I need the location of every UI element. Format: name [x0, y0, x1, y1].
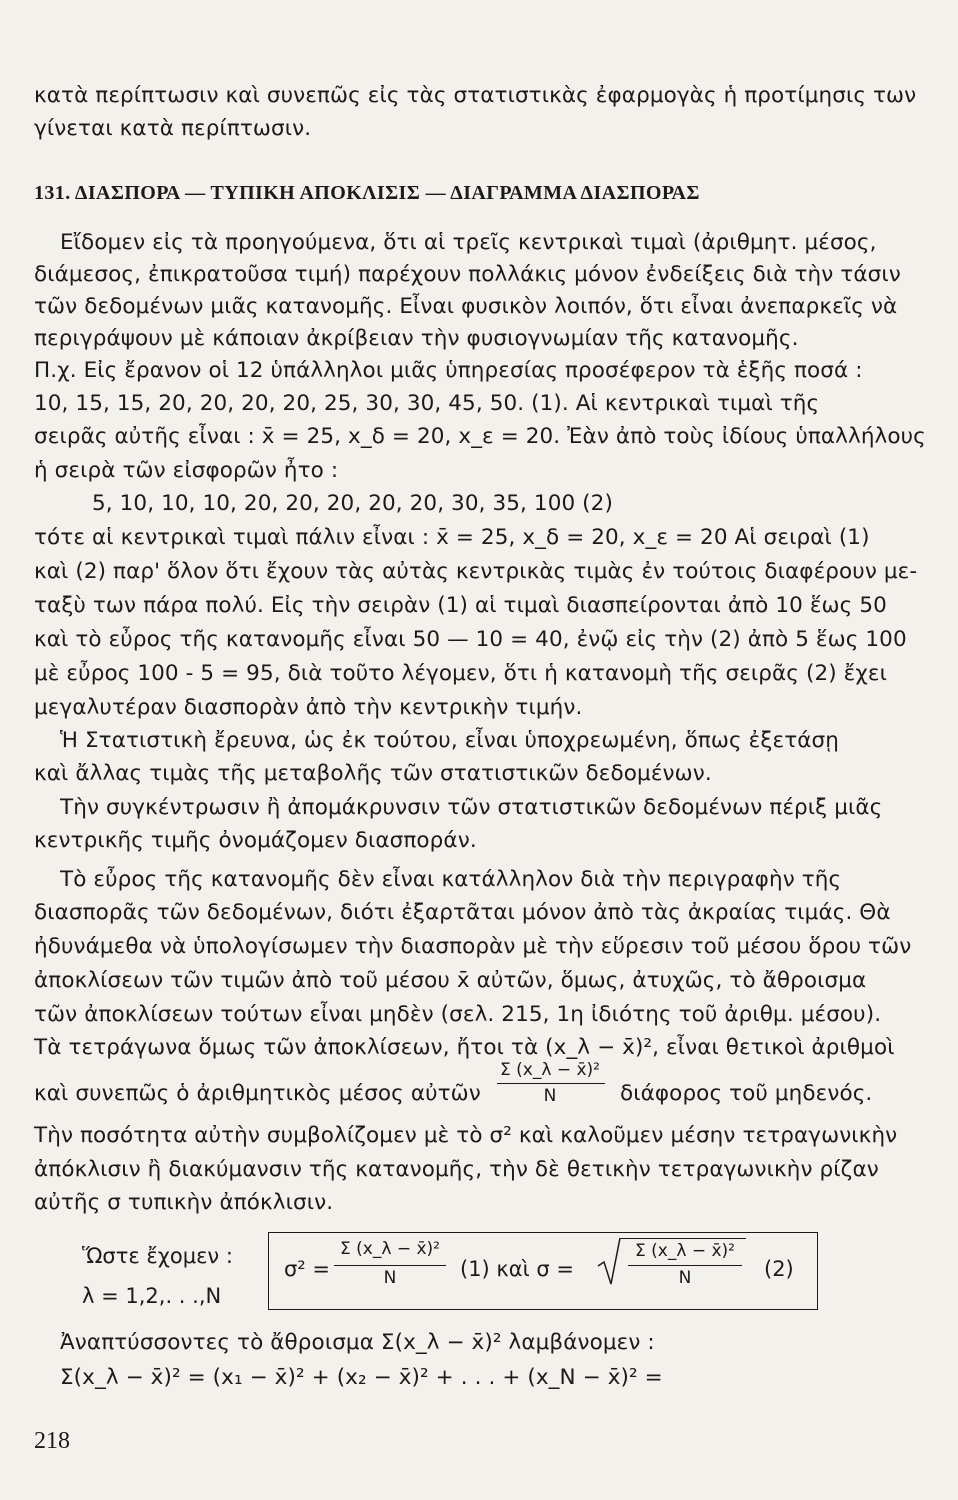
formula-left-label: Ὥστε ἔχομεν : — [82, 1244, 233, 1268]
text-line: καὶ συνεπῶς ὁ ἀριθμητικὸς μέσος αὐτῶν — [34, 1081, 481, 1106]
text-line: διασπορᾶς τῶν δεδομένων, διότι ἐξαρτᾶται μόνον ἀπὸ τὰς ἀκραίας τιμάς. Θὰ — [34, 900, 891, 925]
text-line: ἀπόκλισιν ἢ διακύμανσιν τῆς κατανομῆς, τὴν δὲ θετικὴν τετραγωνικὴν ρίζαν — [34, 1157, 879, 1182]
text-line: τῶν δεδομένων μιᾶς κατανομῆς. Εἶναι φυσικὸν λοιπόν, ὅτι εἶναι ἀνεπαρκεῖς νὰ — [34, 294, 898, 319]
text-line: διάμεσος, ἐπικρατοῦσα τιμή) παρέχουν πολλάκις μόνον ἐνδείξεις διὰ τὴν τάσιν — [34, 262, 901, 287]
text-line: Ἡ Στατιστικὴ ἔρευνα, ὡς ἐκ τούτου, εἶναι ὑποχρεωμένη, ὅπως ἐξετάσῃ — [60, 728, 839, 753]
text-line: καὶ (2) παρ' ὅλον ὅτι ἔχουν τὰς αὐτὰς κεντρικὰς τιμὰς ἐν τούτοις διαφέρουν με- — [34, 559, 918, 584]
text-line: κατὰ περίπτωσιν καὶ συνεπῶς εἰς τὰς στατιστικὰς ἐφαρμογὰς ἡ προτίμησις των — [34, 83, 917, 108]
formula-sigma2: σ² = — [284, 1257, 330, 1281]
text-line: τῶν ἀποκλίσεων τούτων εἶναι μηδὲν (σελ. 215, 1η ἰδιότης τοῦ ἀριθμ. μέσου). — [34, 1002, 882, 1027]
square-root-icon — [596, 1236, 622, 1288]
text-line: μεγαλυτέραν διασπορὰν ἀπὸ τὴν κεντρικὴν τιμήν. — [34, 695, 583, 720]
formula-eq2: (2) — [764, 1257, 794, 1281]
text-line: Ἀναπτύσσοντες τὸ ἄθροισμα Σ(x_λ − x̄)² λαμβάνομεν : — [60, 1330, 655, 1355]
text-line: σειρᾶς αὐτῆς εἶναι : x̄ = 25, x_δ = 20, x_ε = 20. Ἐὰν ἀπὸ τοὺς ἰδίους ὑπαλλήλους — [34, 424, 926, 449]
text-line: καὶ τὸ εὖρος τῆς κατανομῆς εἶναι 50 — 10 = 40, ἐνῷ εἰς τὴν (2) ἀπὸ 5 ἕως 100 — [34, 627, 907, 652]
sqrt-fraction-bar — [628, 1265, 742, 1266]
sqrt-numerator: Σ (x_λ − x̄)² — [635, 1241, 735, 1261]
text-line: περιγράψουν μὲ κάποιαν ἀκρίβειαν τὴν φυσιογνωμίαν τῆς κατανομῆς. — [34, 326, 799, 351]
text-line: μὲ εὖρος 100 - 5 = 95, διὰ τοῦτο λέγομεν, ὅτι ἡ κατανομὴ τῆς σειρᾶς (2) ἔχει — [34, 661, 887, 686]
formula-index-range: λ = 1,2,. . .,N — [82, 1284, 222, 1308]
formula-numerator: Σ (x_λ − x̄)² — [340, 1239, 440, 1259]
inline-fraction-bar — [497, 1083, 605, 1084]
text-line: Εἴδομεν εἰς τὰ προηγούμενα, ὅτι αἱ τρεῖς κεντρικαὶ τιμαὶ (ἀριθμητ. μέσος, — [60, 230, 877, 255]
text-line: αὐτῆς σ τυπικὴν ἀπόκλισιν. — [34, 1190, 334, 1215]
text-line: Τὴν συγκέντρωσιν ἢ ἀπομάκρυνσιν τῶν στατιστικῶν δεδομένων πέριξ μιᾶς — [60, 795, 883, 820]
text-line: Τὴν ποσότητα αὐτὴν συμβολίζομεν μὲ τὸ σ² καὶ καλοῦμεν μέσην τετραγωνικὴν — [34, 1123, 898, 1148]
text-line: ἡ σειρὰ τῶν εἰσφορῶν ἦτο : — [34, 458, 339, 483]
text-line: Π.χ. Εἰς ἔρανον οἱ 12 ὑπάλληλοι μιᾶς ὑπηρεσίας προσέφερον τὰ ἑξῆς ποσά : — [34, 358, 863, 383]
inline-fraction-numerator: Σ (x_λ − x̄)² — [500, 1060, 600, 1080]
sqrt-overbar — [620, 1238, 746, 1239]
formula-denominator: N — [383, 1268, 397, 1288]
data-series-line: 5, 10, 10, 10, 20, 20, 20, 20, 20, 30, 35, 100 (2) — [92, 491, 613, 516]
text-line: τότε αἱ κεντρικαὶ τιμαὶ πάλιν εἶναι : x̄ = 25, x_δ = 20, x_ε = 20 Αἱ σειραὶ (1) — [34, 525, 870, 550]
text-line: ταξὺ των πάρα πολύ. Εἰς τὴν σειρὰν (1) αἱ τιμαὶ διασπείρονται ἀπὸ 10 ἕως 50 — [34, 593, 887, 618]
text-line: γίνεται κατὰ περίπτωσιν. — [34, 116, 312, 141]
text-line: Τὸ εὖρος τῆς κατανομῆς δὲν εἶναι κατάλληλον διὰ τὴν περιγραφὴν τῆς — [60, 867, 842, 892]
text-line: 10, 15, 15, 20, 20, 20, 20, 25, 30, 30, 45, 50. (1). Αἱ κεντρικαὶ τιμαὶ τῆς — [34, 391, 820, 416]
text-line: κεντρικῆς τιμῆς ὀνομάζομεν διασποράν. — [34, 828, 477, 853]
formula-fraction-bar — [334, 1265, 446, 1266]
inline-fraction-denominator: N — [543, 1086, 557, 1106]
text-line: καὶ ἄλλας τιμὰς τῆς μεταβολῆς τῶν στατιστικῶν δεδομένων. — [34, 761, 712, 786]
section-heading: 131. ΔΙΑΣΠΟΡΑ — ΤΥΠΙΚΗ ΑΠΟΚΛΙΣΙΣ — ΔΙΑΓΡΑΜΜΑ ΔΙΑΣΠΟΡΑΣ — [34, 182, 700, 204]
sqrt-denominator: N — [678, 1268, 692, 1288]
expansion-line: Σ(x_λ − x̄)² = (x₁ − x̄)² + (x₂ − x̄)² + . . . + (x_N − x̄)² = — [60, 1365, 663, 1390]
page-number: 218 — [34, 1428, 70, 1454]
text-line: ἀποκλίσεων τῶν τιμῶν ἀπὸ τοῦ μέσου x̄ αὐτῶν, ὅμως, ἀτυχῶς, τὸ ἄθροισμα — [34, 968, 867, 993]
text-line: Τὰ τετράγωνα ὅμως τῶν ἀποκλίσεων, ἤτοι τὰ (x_λ − x̄)², εἶναι θετικοὶ ἀριθμοὶ — [34, 1035, 895, 1060]
formula-eq1: (1) καὶ σ = — [460, 1257, 575, 1281]
text-line: ἠδυνάμεθα νὰ ὑπολογίσωμεν τὴν διασπορὰν μὲ τὴν εὕρεσιν τοῦ μέσου ὅρου τῶν — [34, 934, 912, 959]
text-line: διάφορος τοῦ μηδενός. — [620, 1081, 873, 1106]
